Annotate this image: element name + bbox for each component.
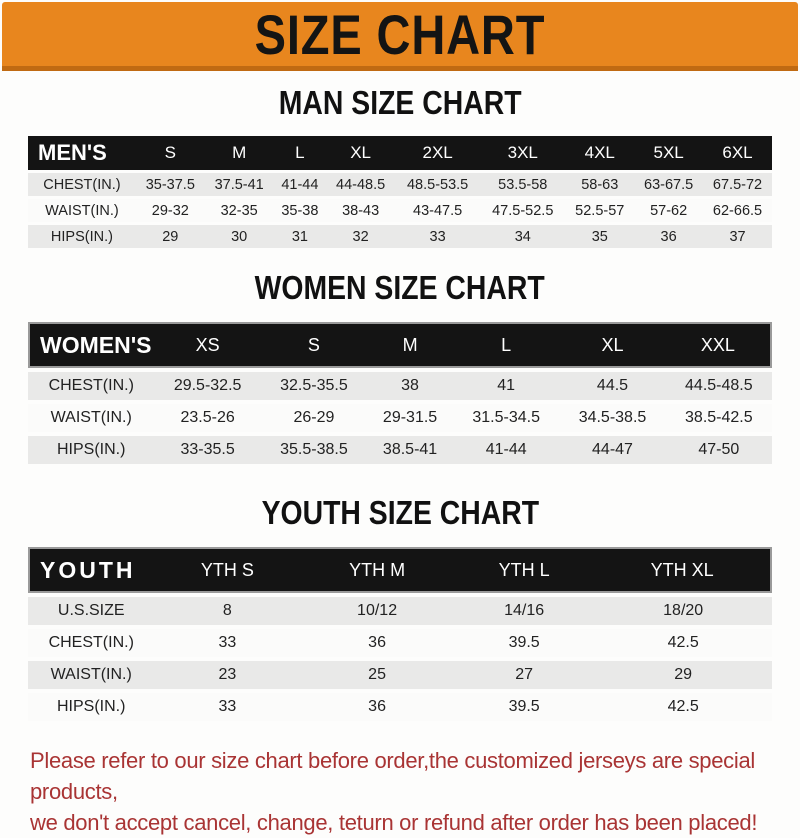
value-cell: 52.5-57 [565, 199, 634, 222]
value-cell: 47.5-52.5 [480, 199, 565, 222]
value-cell: 29-31.5 [367, 404, 453, 432]
value-cell: 53.5-58 [480, 173, 565, 196]
table-title-cell: WOMEN'S [28, 322, 154, 368]
row-label-cell: WAIST(IN.) [28, 404, 154, 432]
value-cell: 35 [565, 225, 634, 248]
size-header-cell: S [261, 322, 367, 368]
row-label-cell: HIPS(IN.) [28, 693, 154, 721]
women-size-chart-heading-text: WOMEN SIZE CHART [254, 269, 546, 306]
womens-size-table [28, 318, 772, 468]
value-cell: 30 [205, 225, 274, 248]
value-cell: 25 [300, 661, 454, 689]
value-cell: 38.5-42.5 [666, 404, 772, 432]
value-cell: 8 [154, 597, 300, 625]
table-row [28, 372, 772, 400]
value-cell: 18/20 [594, 597, 772, 625]
value-cell: 29 [594, 661, 772, 689]
table-row [28, 436, 772, 464]
size-header-cell: 2XL [395, 136, 480, 170]
value-cell: 38.5-41 [367, 436, 453, 464]
youth-size-chart-heading [0, 494, 800, 532]
value-cell: 57-62 [634, 199, 703, 222]
table-header-row [28, 136, 772, 170]
value-cell: 47-50 [666, 436, 772, 464]
value-cell: 44-48.5 [326, 173, 395, 196]
value-cell: 41 [453, 372, 559, 400]
table-row [28, 404, 772, 432]
table-row [28, 173, 772, 196]
value-cell: 44-47 [559, 436, 665, 464]
row-label-cell: CHEST(IN.) [28, 173, 136, 196]
size-header-cell: 6XL [703, 136, 772, 170]
value-cell: 37 [703, 225, 772, 248]
table-row [28, 225, 772, 248]
size-header-cell: YTH S [154, 547, 300, 593]
value-cell: 38-43 [326, 199, 395, 222]
value-cell: 39.5 [454, 693, 594, 721]
table-row [28, 661, 772, 689]
value-cell: 27 [454, 661, 594, 689]
value-cell: 33 [154, 629, 300, 657]
value-cell: 48.5-53.5 [395, 173, 480, 196]
table-title-cell: MEN'S [28, 136, 136, 170]
youth-size-table [28, 543, 772, 725]
row-label-cell: CHEST(IN.) [28, 372, 154, 400]
value-cell: 63-67.5 [634, 173, 703, 196]
size-header-cell: XXL [666, 322, 772, 368]
value-cell: 36 [634, 225, 703, 248]
value-cell: 62-66.5 [703, 199, 772, 222]
man-size-chart-heading [0, 84, 800, 122]
size-chart-title: SIZE CHART [254, 2, 546, 66]
value-cell: 31 [274, 225, 327, 248]
size-header-cell: M [205, 136, 274, 170]
table-row [28, 629, 772, 657]
value-cell: 32 [326, 225, 395, 248]
value-cell: 42.5 [594, 693, 772, 721]
size-header-cell: XL [559, 322, 665, 368]
value-cell: 26-29 [261, 404, 367, 432]
value-cell: 34.5-38.5 [559, 404, 665, 432]
row-label-cell: CHEST(IN.) [28, 629, 154, 657]
value-cell: 39.5 [454, 629, 594, 657]
value-cell: 41-44 [453, 436, 559, 464]
value-cell: 29-32 [136, 199, 205, 222]
table-header-row [28, 547, 772, 593]
value-cell: 35-38 [274, 199, 327, 222]
women-size-chart-heading [0, 269, 800, 307]
row-label-cell: HIPS(IN.) [28, 225, 136, 248]
value-cell: 31.5-34.5 [453, 404, 559, 432]
value-cell: 44.5 [559, 372, 665, 400]
value-cell: 42.5 [594, 629, 772, 657]
youth-size-chart-heading-text: YOUTH SIZE CHART [261, 494, 539, 531]
value-cell: 32-35 [205, 199, 274, 222]
mens-size-table [28, 133, 772, 251]
value-cell: 23.5-26 [154, 404, 260, 432]
value-cell: 29 [136, 225, 205, 248]
size-header-cell: XL [326, 136, 395, 170]
value-cell: 38 [367, 372, 453, 400]
size-header-cell: M [367, 322, 453, 368]
value-cell: 33-35.5 [154, 436, 260, 464]
table-title-cell: YOUTH [28, 547, 154, 593]
value-cell: 58-63 [565, 173, 634, 196]
value-cell: 41-44 [274, 173, 327, 196]
size-header-cell: 4XL [565, 136, 634, 170]
size-header-cell: 5XL [634, 136, 703, 170]
value-cell: 29.5-32.5 [154, 372, 260, 400]
size-header-cell: S [136, 136, 205, 170]
size-header-cell: YTH XL [594, 547, 772, 593]
footer-disclaimer [30, 745, 776, 838]
value-cell: 14/16 [454, 597, 594, 625]
size-header-cell: L [453, 322, 559, 368]
value-cell: 37.5-41 [205, 173, 274, 196]
value-cell: 44.5-48.5 [666, 372, 772, 400]
row-label-cell: WAIST(IN.) [28, 661, 154, 689]
value-cell: 32.5-35.5 [261, 372, 367, 400]
value-cell: 67.5-72 [703, 173, 772, 196]
value-cell: 34 [480, 225, 565, 248]
value-cell: 10/12 [300, 597, 454, 625]
row-label-cell: HIPS(IN.) [28, 436, 154, 464]
value-cell: 33 [395, 225, 480, 248]
row-label-cell: U.S.SIZE [28, 597, 154, 625]
size-header-cell: L [274, 136, 327, 170]
size-header-cell: 3XL [480, 136, 565, 170]
size-header-cell: YTH M [300, 547, 454, 593]
man-size-chart-heading-text: MAN SIZE CHART [278, 84, 522, 121]
value-cell: 35-37.5 [136, 173, 205, 196]
disclaimer-line-1: Please refer to our size chart before order,the customized jerseys are special products, [30, 748, 755, 804]
size-chart-banner [2, 2, 798, 71]
value-cell: 43-47.5 [395, 199, 480, 222]
value-cell: 35.5-38.5 [261, 436, 367, 464]
table-row [28, 693, 772, 721]
table-row [28, 199, 772, 222]
disclaimer-line-2: we don't accept cancel, change, teturn or refund after order has been placed! [30, 810, 758, 835]
table-header-row [28, 322, 772, 368]
value-cell: 36 [300, 693, 454, 721]
size-header-cell: YTH L [454, 547, 594, 593]
value-cell: 23 [154, 661, 300, 689]
value-cell: 33 [154, 693, 300, 721]
row-label-cell: WAIST(IN.) [28, 199, 136, 222]
value-cell: 36 [300, 629, 454, 657]
size-header-cell: XS [154, 322, 260, 368]
table-row [28, 597, 772, 625]
